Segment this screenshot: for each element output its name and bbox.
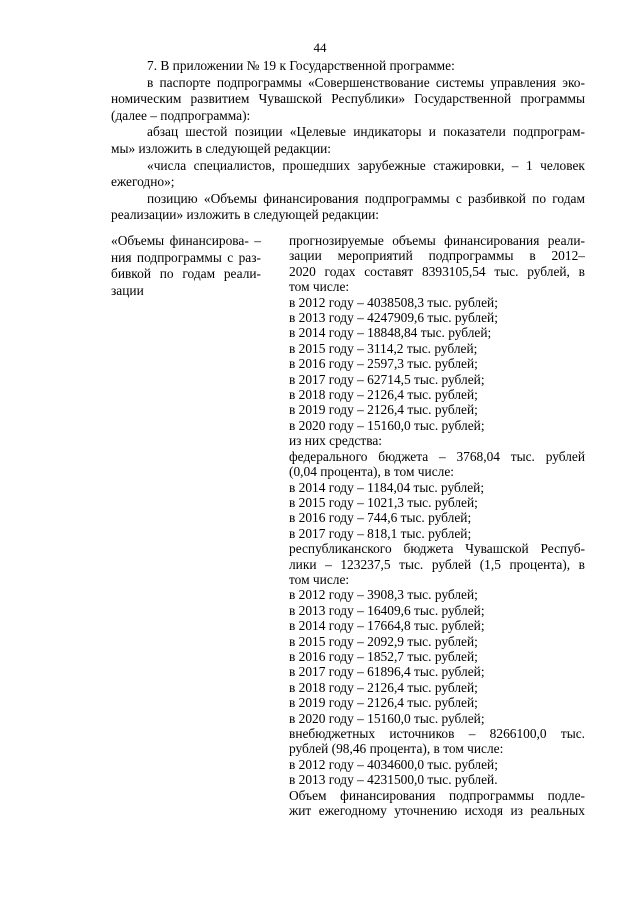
right-column-line: [289, 541, 585, 556]
word: бюджета: [378, 448, 429, 464]
right-column-line: в 2020 году – 15160,0 тыс. рублей;: [289, 710, 485, 726]
intro-paragraph: [111, 191, 585, 224]
right-column-line: в 2015 году – 3114,2 тыс. рублей;: [289, 340, 478, 356]
word: 2012–: [551, 248, 585, 264]
word: разбивкой: [468, 190, 526, 206]
word: республиканского: [289, 541, 392, 557]
word: рублей,: [527, 263, 570, 279]
left-column-line: [111, 266, 261, 283]
word: в: [529, 248, 536, 264]
word: по: [159, 266, 174, 282]
right-column-line: в 2014 году – 1184,04 тыс. рублей;: [289, 479, 485, 495]
word: рублей: [545, 448, 585, 464]
intro-line: [111, 191, 585, 208]
word: подпрограм-: [513, 124, 585, 140]
word: –: [325, 556, 332, 572]
intro-paragraph: [111, 124, 585, 157]
word: позиции: [234, 124, 283, 140]
word: Объем: [289, 787, 327, 803]
word: процента),: [509, 556, 571, 572]
right-column-line: в 2012 году – 4038508,3 тыс. рублей;: [289, 294, 498, 310]
financing-details-column: [289, 233, 585, 818]
intro-line: мы» изложить в следующей редакции:: [111, 140, 332, 156]
word: в: [578, 263, 585, 279]
word: годам: [552, 190, 585, 206]
word: годам: [182, 266, 216, 282]
word: уточнению: [394, 803, 458, 819]
right-column-line: в 2019 году – 2126,4 тыс. рублей;: [289, 402, 478, 418]
word: реальных: [530, 803, 585, 819]
intro-line: (далее – подпрограмма):: [111, 107, 251, 123]
right-column-line: в 2017 году – 62714,5 тыс. рублей;: [289, 371, 485, 387]
word: –: [438, 448, 446, 464]
word: показатели: [443, 124, 506, 140]
word: подпрограммы: [136, 249, 222, 265]
word: Респуб-: [540, 541, 585, 557]
right-column-line: в 2013 году – 4247909,6 тыс. рублей;: [289, 310, 498, 326]
intro-paragraph: [111, 75, 585, 125]
word: Республики»: [331, 91, 406, 107]
financing-label-column: [111, 233, 261, 299]
right-column-line: в 2016 году – 744,6 тыс. рублей;: [289, 510, 472, 526]
word: тыс.: [510, 448, 535, 464]
word: финансирования: [263, 190, 359, 206]
word: финансирования: [340, 787, 436, 803]
word: исходя: [464, 803, 504, 819]
right-column-line: том числе:: [289, 571, 350, 587]
right-column-line: в 2016 году – 2597,3 тыс. рублей;: [289, 356, 478, 372]
right-column-line: [289, 264, 585, 279]
word: из: [510, 803, 523, 819]
right-column-line: в 2012 году – 3908,3 тыс. рублей;: [289, 587, 478, 603]
word: Чувашской: [465, 541, 529, 557]
right-column-line: [289, 557, 585, 572]
word: зарубежные: [357, 157, 426, 173]
right-column-line: в 2020 году – 15160,0 тыс. рублей;: [289, 417, 485, 433]
word: бюджета: [403, 541, 454, 557]
word: шестой: [185, 124, 228, 140]
intro-paragraph: [111, 158, 585, 191]
word: специалистов,: [193, 157, 275, 173]
word: 8393105,54: [422, 263, 486, 279]
word: 1: [525, 157, 533, 173]
intro-paragraph: [111, 58, 585, 75]
page-number: 44: [313, 40, 327, 55]
word: тыс.: [560, 726, 585, 741]
word: по: [532, 190, 547, 206]
word: объемы: [392, 233, 436, 248]
word: развитием: [190, 91, 250, 107]
right-column-line: в 2015 году – 1021,3 тыс. рублей;: [289, 494, 478, 510]
word: финансирования: [444, 233, 540, 248]
right-column-line: в 2014 году – 18848,84 тыс. рублей;: [289, 325, 492, 341]
word: жит: [289, 803, 312, 819]
intro-line: реализации» изложить в следующей редакции:: [111, 207, 379, 223]
right-column-line: в 2017 году – 818,1 тыс. рублей;: [289, 525, 472, 541]
word: Государственной: [414, 91, 512, 107]
word: бивкой: [111, 266, 151, 282]
word: Чувашской: [258, 91, 323, 107]
intro-line: ежегодно»;: [111, 174, 175, 190]
right-column-line: [289, 788, 585, 803]
word: «Объемы: [111, 233, 165, 248]
word: 3768,04: [456, 448, 500, 464]
word: подпрограммы: [364, 190, 450, 206]
right-column-line: [289, 726, 585, 741]
word: –: [468, 726, 476, 741]
word: тыс.: [399, 556, 424, 572]
word: годах: [324, 263, 356, 279]
word: и: [428, 124, 436, 140]
intro-text: [111, 58, 585, 224]
right-column-line: в 2016 году – 1852,7 тыс. рублей;: [289, 648, 478, 664]
right-column-line: из них средства:: [289, 433, 383, 449]
word: зации: [289, 248, 322, 264]
word: прогнозируемые: [289, 233, 384, 248]
word: с: [227, 249, 234, 265]
word: стажировки,: [433, 157, 505, 173]
right-column-line: (0,04 процента), в том числе:: [289, 464, 454, 480]
intro-line: [111, 158, 585, 175]
word: прошедших: [282, 157, 351, 173]
right-column-line: [289, 233, 585, 248]
word: индикаторы: [353, 124, 422, 140]
word: мероприятий: [337, 248, 413, 264]
word: ежегодному: [318, 803, 387, 819]
right-column-line: в 2018 году – 2126,4 тыс. рублей;: [289, 679, 478, 695]
left-column-line: зации: [111, 282, 144, 298]
word: в: [147, 74, 154, 90]
word: человек: [540, 157, 585, 173]
word: с: [455, 190, 462, 206]
right-column-line: в 2018 году – 2126,4 тыс. рублей;: [289, 387, 478, 403]
word: номическим: [111, 91, 182, 107]
right-column-line: в 2017 году – 61896,4 тыс. рублей;: [289, 664, 485, 680]
intro-line: [111, 91, 585, 108]
word: лики: [289, 556, 317, 572]
word: составят: [364, 263, 414, 279]
word: подпрограммы: [216, 74, 302, 90]
word: финансирова-: [169, 233, 249, 248]
word: «Объемы: [203, 190, 258, 206]
word: (1,5: [479, 556, 501, 572]
right-column-line: [289, 803, 585, 818]
word: реали-: [223, 266, 261, 282]
right-column-line: в 2014 году – 17664,8 тыс. рублей;: [289, 618, 485, 634]
word: 8266100,0: [489, 726, 547, 741]
word: федерального: [289, 448, 368, 464]
word: абзац: [147, 124, 179, 140]
word: позицию: [147, 190, 198, 206]
word: системы: [435, 74, 485, 90]
right-column-line: рублей (98,46 процента), в том числе:: [289, 741, 504, 757]
word: подле-: [547, 787, 585, 803]
word: реали-: [547, 233, 585, 248]
right-column-line: [289, 449, 585, 464]
left-column-line: [111, 233, 261, 250]
intro-line: [111, 75, 585, 92]
word: –: [511, 157, 519, 173]
word: подпрограммы: [449, 787, 534, 803]
word: «Совершенствование: [307, 74, 430, 90]
intro-line: [111, 124, 585, 141]
intro-line: 7. В приложении № 19 к Государственной программе:: [147, 58, 455, 73]
word: подпрограммы: [428, 248, 514, 264]
word: 123237,5: [340, 556, 391, 572]
left-column-line: [111, 250, 261, 267]
word: программы: [520, 91, 585, 107]
word: источников: [389, 726, 455, 741]
right-column-line: в 2015 году – 2092,9 тыс. рублей;: [289, 633, 478, 649]
word: ния: [111, 249, 132, 265]
word: внебюджетных: [289, 726, 376, 741]
word: –: [254, 233, 261, 248]
right-column-line: в 2013 году – 16409,6 тыс. рублей;: [289, 602, 485, 618]
word: «Целевые: [289, 124, 346, 140]
word: рублей: [431, 556, 472, 572]
word: в: [578, 556, 585, 572]
word: тыс.: [494, 263, 519, 279]
right-column-line: в 2012 году – 4034600,0 тыс. рублей;: [289, 756, 498, 772]
word: раз-: [238, 249, 261, 265]
word: 2020: [289, 263, 316, 279]
word: паспорте: [159, 74, 211, 90]
right-column-line: в 2019 году – 2126,4 тыс. рублей;: [289, 695, 478, 711]
right-column-line: том числе:: [289, 279, 350, 295]
word: «числа: [147, 157, 187, 173]
word: управления: [490, 74, 557, 90]
word: эко-: [562, 74, 585, 90]
right-column-line: в 2013 году – 4231500,0 тыс. рублей.: [289, 772, 498, 788]
right-column-line: [289, 248, 585, 263]
